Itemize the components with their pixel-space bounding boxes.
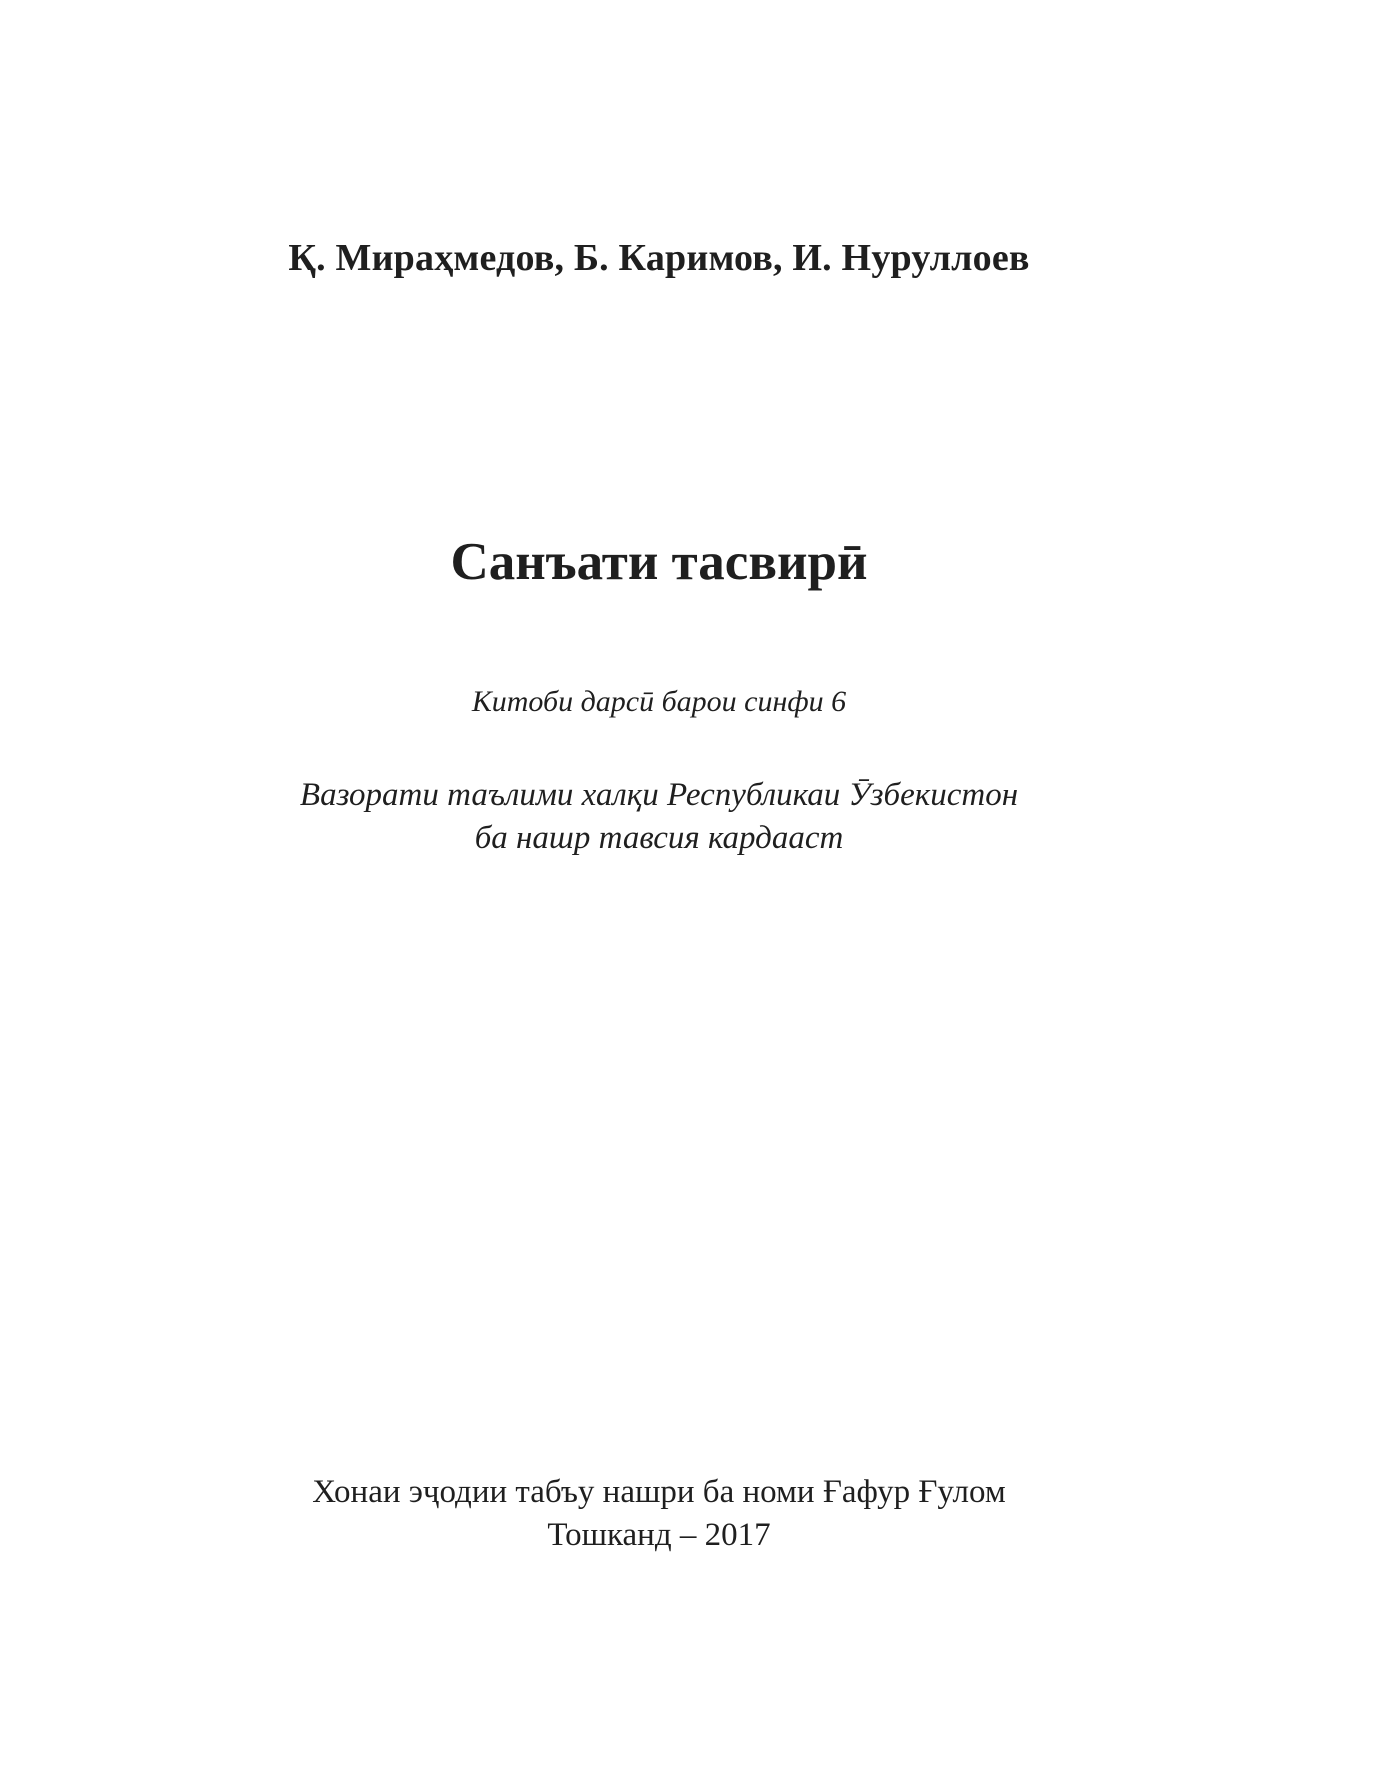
approval-note-line-1: Вазорати таълими халқи Республикаи Ӯзбекистон [299, 777, 1019, 813]
authors-line: Қ. Мираҳмедов, Б. Каримов, И. Нуруллоев [288, 237, 1030, 279]
book-subtitle: Китоби дарсӣ барои синфи 6 [471, 685, 847, 718]
city-and-year: Тошканд – 2017 [547, 1517, 771, 1553]
book-title: Санъати тасвирӣ [450, 533, 868, 591]
approval-note-line-2: ба нашр тавсия кардааст [474, 820, 844, 856]
publisher-name: Хонаи эҷодии табъу нашри ба номи Ғафур Ғулом [312, 1474, 1006, 1510]
